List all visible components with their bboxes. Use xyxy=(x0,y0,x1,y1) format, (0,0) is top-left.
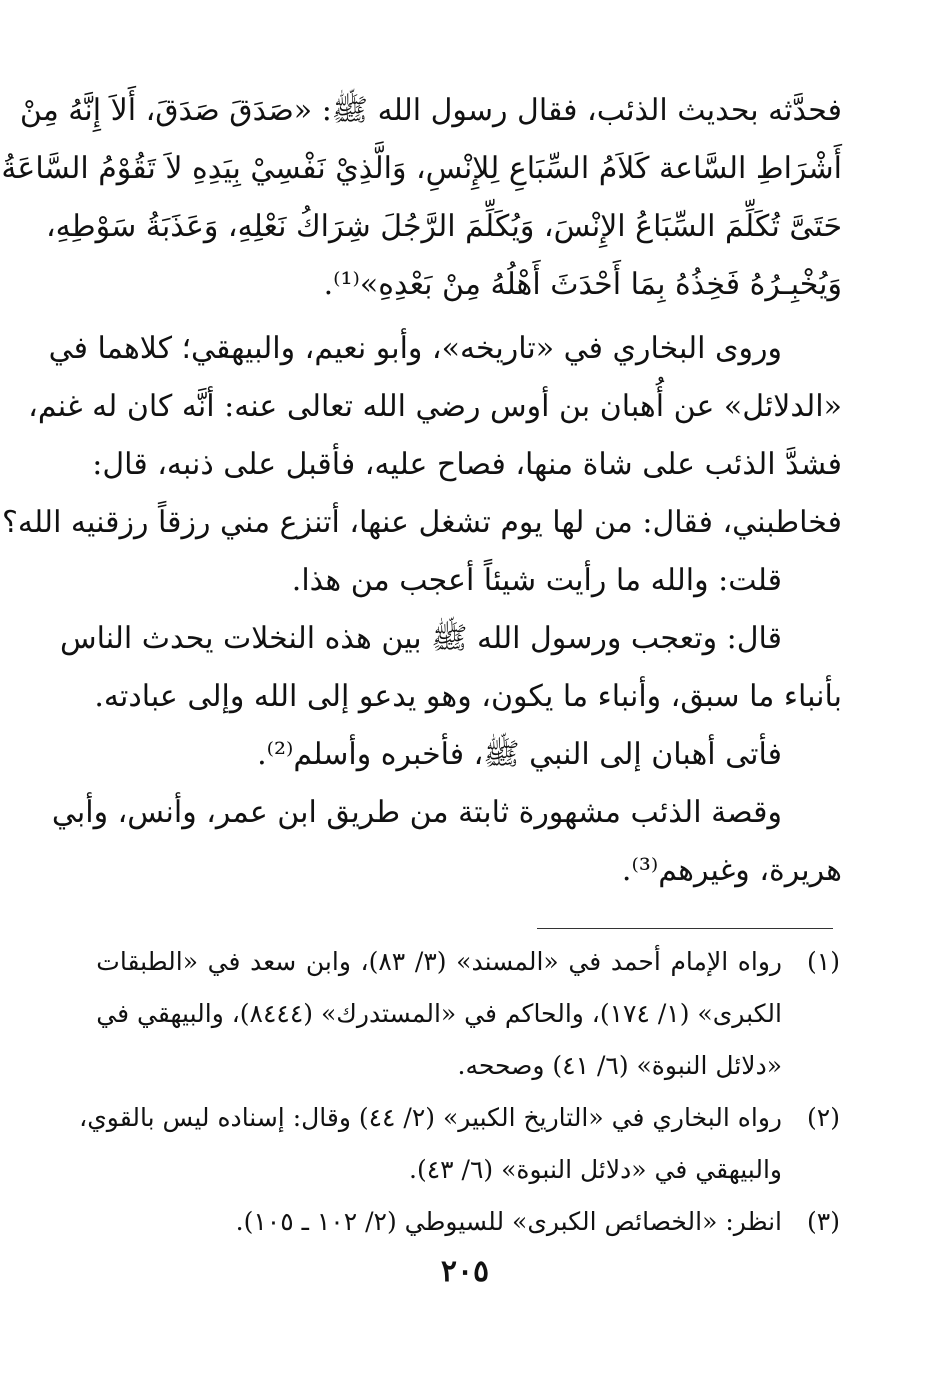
text-line: أَشْرَاطِ السَّاعة كَلاَمُ السِّبَاعِ لِلإِنْسِ، وَالَّذِيْ نَفْسِيْ بِيَدِهِ لاَ تَقُوْمُ السَّاعَةُ xyxy=(1,151,842,186)
text-line: قلت: والله ما رأيت شيئاً أعجب من هذا. xyxy=(291,563,782,598)
footnote-line: رواه البخاري في «التاريخ الكبير» (٢/ ٤٤) وقال: إسناده ليس بالقوي، xyxy=(79,1103,782,1132)
footnote-line: «دلائل النبوة» (٦/ ٤١) وصححه. xyxy=(457,1051,782,1080)
text-line: فأتى أهبان إلى النبي ﷺ، فأخبره وأسلم⁽²⁾. xyxy=(257,737,782,772)
page-number: ٢٠٥ xyxy=(440,1254,490,1289)
text-line: حَتَىَّ تُكَلِّمَ السِّبَاعُ الإِنْسَ، وَيُكَلِّمَ الرَّجُلَ شِرَاكُ نَعْلِهِ، وَعَذَبَةُ سَوْطِهِ، xyxy=(45,209,842,244)
footnote xyxy=(130,1196,840,1248)
footnote-separator xyxy=(537,928,833,929)
text-line: بأنباء ما سبق، وأنباء ما يكون، وهو يدعو إلى الله وإلى عبادته. xyxy=(94,679,842,714)
text-line: هريرة، وغيرهم⁽³⁾. xyxy=(621,853,842,888)
text-line: وروى البخاري في «تاريخه»، وأبو نعيم، والبيهقي؛ كلاهما في xyxy=(48,331,782,366)
footnote-line: انظر: «الخصائص الكبرى» للسيوطي (٢/ ١٠٢ ـ ١٠٥). xyxy=(235,1207,782,1236)
footnote-line: والبيهقي في «دلائل النبوة» (٦/ ٤٣). xyxy=(409,1155,782,1184)
footnote xyxy=(96,936,840,1092)
footnote-line: الكبرى» (١/ ١٧٤)، والحاكم في «المستدرك» (٨٤٤٤)، والبيهقي في xyxy=(96,999,782,1028)
text-line: وقصة الذئب مشهورة ثابتة من طريق ابن عمر، وأنس، وأبي xyxy=(51,795,782,830)
text-line: فحدَّثه بحديث الذئب، فقال رسول الله ﷺ: «صَدَقَ صَدَقَ، أَلاَ إِنَّهُ مِنْ xyxy=(19,93,842,128)
footnote-line: رواه الإمام أحمد في «المسند» (٣/ ٨٣)، وابن سعد في «الطبقات xyxy=(96,947,782,976)
text-line: قال: وتعجب ورسول الله ﷺ بين هذه النخلات يحدث الناس xyxy=(59,621,782,656)
footnote-number: (٢) xyxy=(807,1103,840,1132)
footnote-number: (٣) xyxy=(807,1207,840,1236)
main-text xyxy=(1,82,842,900)
footnotes xyxy=(79,936,840,1248)
text-line: وَيُخْبِـرُهُ فَخِذُهُ بِمَا أَحْدَثَ أَهْلُهُ مِنْ بَعْدِهِ»⁽¹⁾. xyxy=(323,267,842,302)
text-line: فخاطبني، فقال: من لها يوم تشغل عنها، أتنزع مني رزقاً رزقنيه الله؟ xyxy=(1,505,842,540)
footnote-number: (١) xyxy=(807,947,840,976)
text-line: «الدلائل» عن أُهبان بن أوس رضي الله تعالى عنه: أنَّه كان له غنم، xyxy=(28,389,842,424)
footnote xyxy=(79,1092,840,1196)
text-line: فشدَّ الذئب على شاة منها، فصاح عليه، فأقبل على ذنبه، قال: xyxy=(92,447,842,482)
